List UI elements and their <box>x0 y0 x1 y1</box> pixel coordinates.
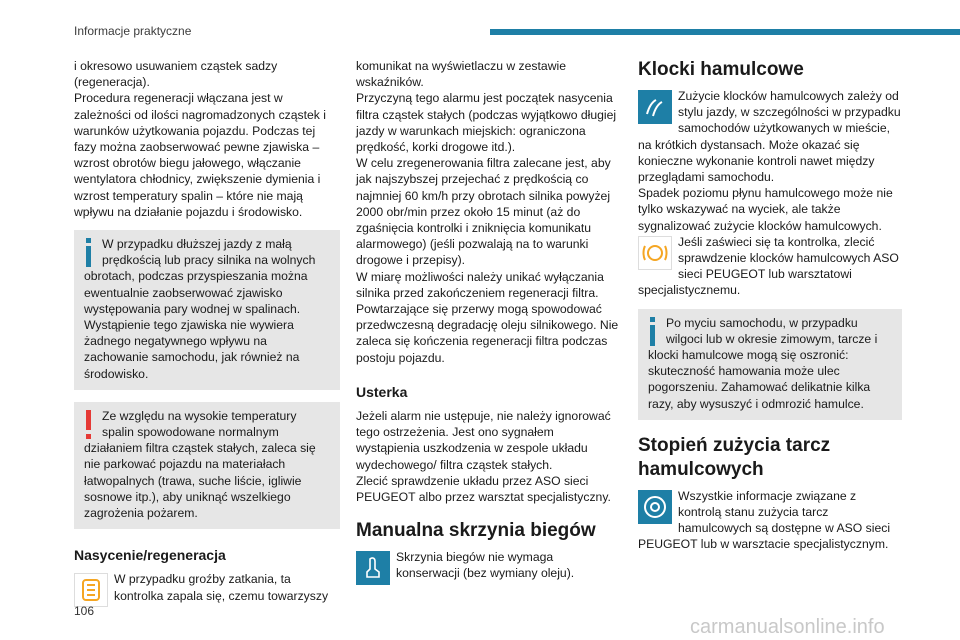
paragraph: Jeśli zaświeci się ta kontrolka, zlecić sprawdzenie klocków hamulcowych ASO sieci PEUGEOT lub warsztatowi specjalistycznemu. <box>638 234 899 298</box>
info-text: Po myciu samochodu, w przypadku wilgoci lub w okresie zimowym, tarcze i klocki hamulcowe mogą się oszronić: skuteczność hamowania może ulec pogorszeniu. Zahamować delikatnie kilka razy, aby wysuszyć i odmrozić hamulce. <box>648 315 878 411</box>
section-heading: Klocki hamulcowe <box>638 59 804 80</box>
warning-text: Ze względu na wysokie temperatury spalin spowodowane normalnym działaniem filtra cząstek stałych, zaleca się nie parkować pojazdu na materiałach łatwopalnych (trawa, suche liście, igliwie sosnowe itp.), aby uniknąć wszelkiego zagrożenia pożarem. <box>84 408 316 521</box>
watermark: carmanualsonline.info <box>690 616 885 638</box>
section-heading: Usterka <box>356 383 408 400</box>
info-box <box>638 309 902 420</box>
icon-paragraph <box>74 571 340 609</box>
column-2 <box>356 58 620 587</box>
icon-paragraph <box>356 549 620 587</box>
column-3 <box>638 58 902 553</box>
icon-paragraph <box>638 488 902 553</box>
icon-paragraph <box>638 88 902 234</box>
paragraph: i okresowo usuwaniem cząstek sadzy (regeneracja). Procedura regeneracji włączana jest w zależności od ilości nagromadzonych cząstek i warunków użytkowania pojazdu. Podczas tej fazy można zaobserwować pewne zjawiska – wzrost obrotów biegu jałowego, włączanie wentylatora chłodnicy, zwiększenie dymienia i wzrost temperatury spalin – które nie mają wpływu na działanie pojazdu i środowisko. <box>74 59 326 219</box>
paragraph: komunikat na wyświetlaczu w zestawie wskaźników. Przyczyną tego alarmu jest początek nasycenia filtra cząstek stałych (podczas wyjątkowo długiej jazdy w warunkach miejskich: ograniczona prędkość, korki drogowe itd.). W celu zregenerowania filtra zalecane jest, aby jak najszybszej przejechać z prędkością co najmniej 60 km/h przy obrotach silnika powyżej 2000 obr/min przez około 15 minut (aż do zgaśnięcia kontrolki i zniknięcia komunikatu alarmowego) (jeśli pozwalają na to warunki drogowe i przepisy). W miarę możliwości należy unikać wyłączania silnika przed zakończeniem regeneracji filtra. Powtarzające się przerwy mogą spowodować przedwczesną degradację oleju silnikowego. Nie zaleca się kończenia regeneracji filtra podczas postoju pojazdu. <box>356 59 619 365</box>
page-number: 106 <box>74 604 95 618</box>
section-header: Informacje praktyczne <box>74 24 192 38</box>
particle-filter-warning-icon <box>74 573 108 607</box>
paragraph: Wszystkie informacje związane z kontrolą stanu zużycia tarcz hamulcowych są dostępne w ASO sieci PEUGEOT lub w warsztacie specjalistycznym. <box>638 488 891 552</box>
paragraph: W przypadku groźby zatkania, ta kontrolka zapala się, czemu towarzyszy <box>114 572 329 603</box>
header-accent-bar <box>490 29 960 35</box>
paragraph: Zużycie klocków hamulcowych zależy od stylu jazdy, w szczególności w przypadku samochodów użytkowanych w mieście, na krótkich dystansach. Może okazać się konieczne wykonanie kontroli nawet między przeglądami samochodu. Spadek poziomu płynu hamulcowego może nie tylko wskazywać na wyciek, ale także sygnalizować zużycie klocków hamulcowych. <box>638 89 901 233</box>
brake-pads-icon <box>638 90 672 124</box>
info-icon <box>84 238 94 268</box>
column-1 <box>74 58 340 609</box>
info-text: W przypadku dłuższej jazdy z małą prędkością lub pracy silnika na wolnych obrotach, podczas przyspieszania można ewentualnie zaobserwować zjawisko występowania pary wodnej w spalinach. Wystąpienie tego zjawiska nie wywiera żadnego negatywnego wpływu na zachowanie samochodu, jak również na środowisko. <box>84 237 316 381</box>
section-heading: Manualna skrzynia biegów <box>356 520 596 542</box>
icon-paragraph <box>638 234 902 299</box>
info-icon <box>648 317 658 347</box>
section-heading: Nasycenie/regeneracja <box>74 547 226 564</box>
warning-icon <box>84 410 94 440</box>
paragraph: Skrzynia biegów nie wymaga konserwacji (bez wymiany oleju). <box>396 550 575 581</box>
brake-warning-lamp-icon <box>638 236 672 270</box>
warning-box <box>74 402 340 529</box>
paragraph: Jeżeli alarm nie ustępuje, nie należy ignorować tego ostrzeżenia. Jest ono sygnałem wystąpienia uszkodzenia w zespole układu wydechowego/ filtra cząstek stałych. Zlecić sprawdzenie układu przez ASO sieci PEUGEOT albo przez warsztat specjalistyczny. <box>356 409 611 505</box>
info-box <box>74 230 340 390</box>
gearbox-icon <box>356 551 390 585</box>
brake-disc-icon <box>638 490 672 524</box>
section-heading: Stopień zużycia tarcz hamulcowych <box>638 434 831 480</box>
